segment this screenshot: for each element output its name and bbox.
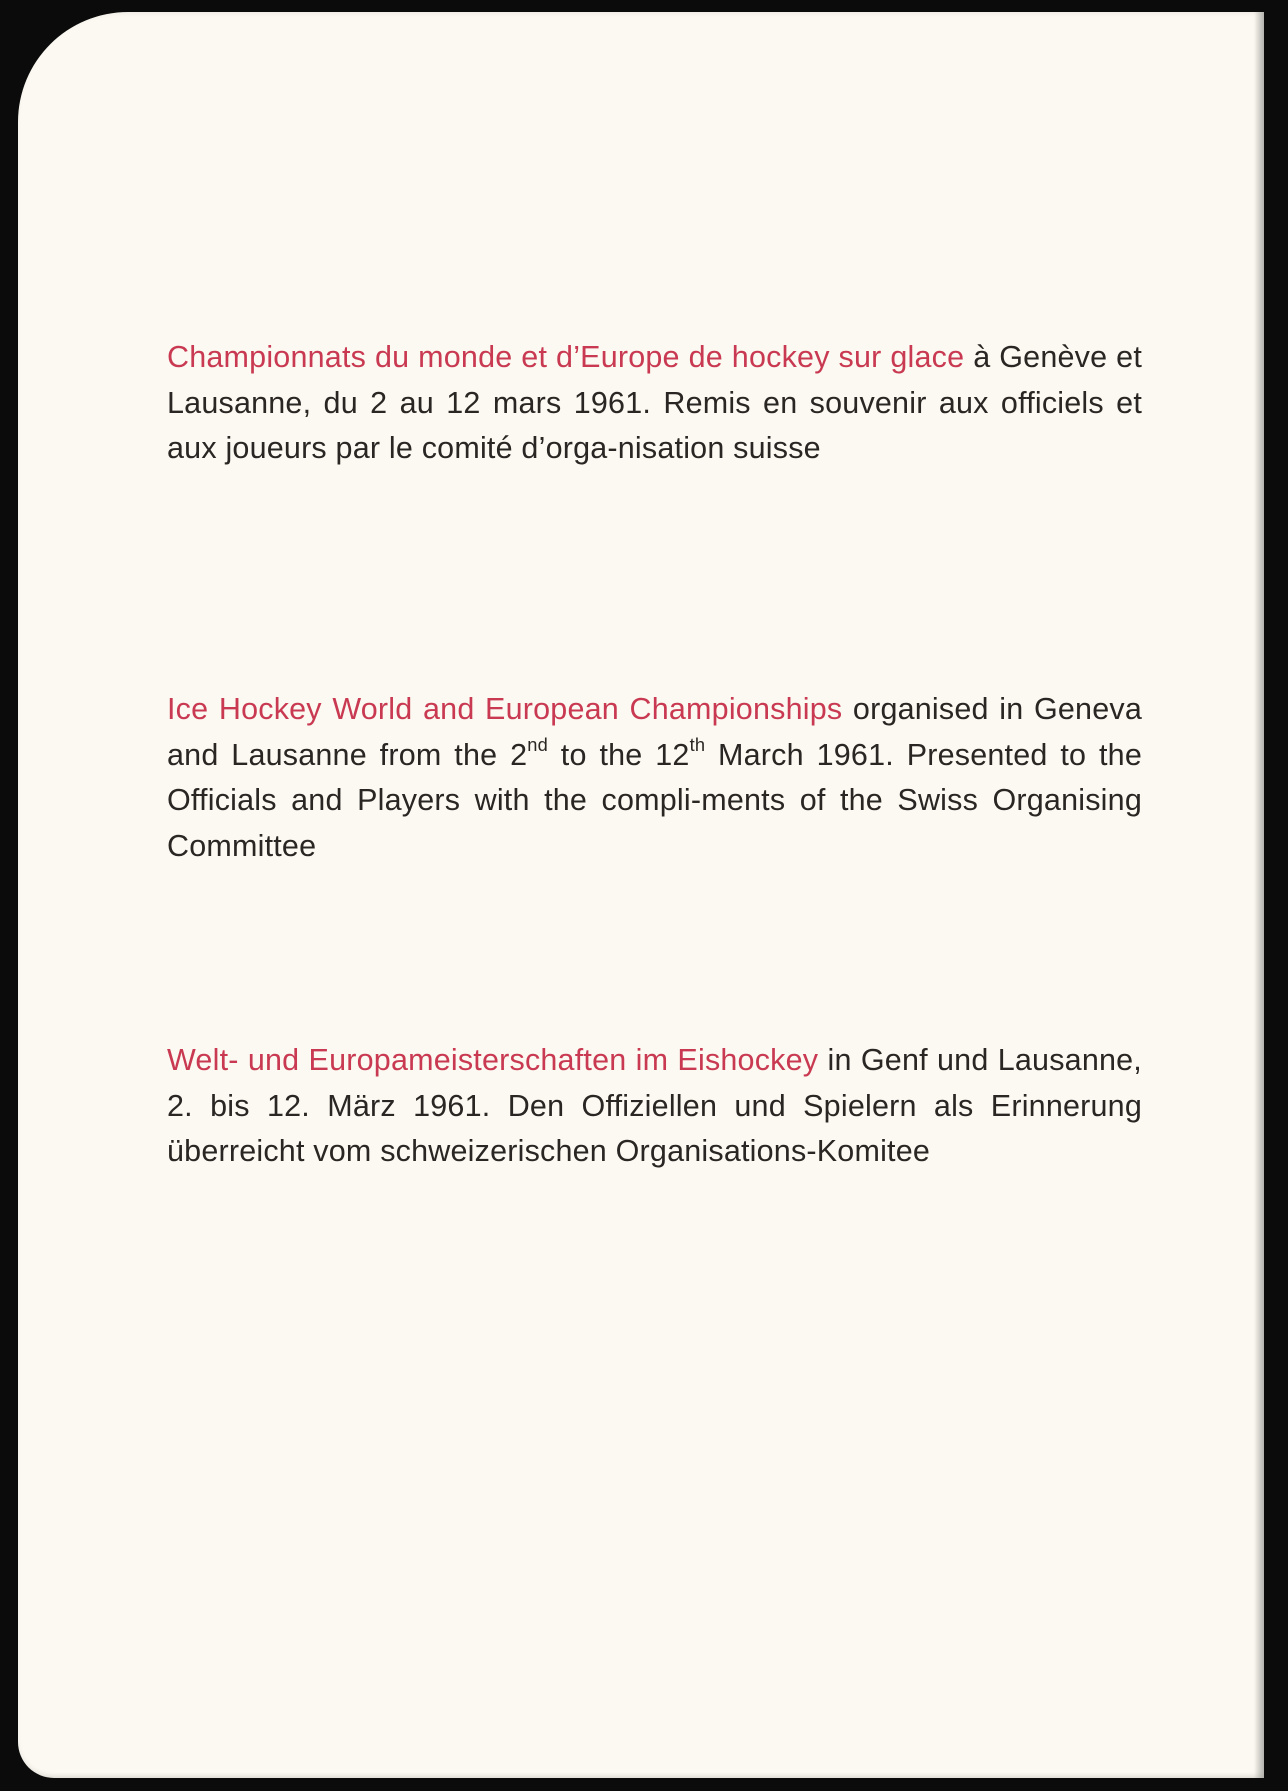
document-page: [18, 12, 1264, 1778]
french-paragraph: [167, 335, 1142, 472]
english-body-part2: to the 12: [548, 737, 690, 772]
german-title: Welt- und Europameisterschaften im Eishockey: [167, 1043, 819, 1077]
french-body: à Genève et Lausanne, du 2 au 12 mars 1961. Remis en souvenir aux officiels et aux joueurs par le comité d’orga-nisation suisse: [167, 340, 1142, 465]
french-title: Championnats du monde et d’Europe de hockey sur glace: [167, 340, 965, 374]
english-body-part1: organised in Geneva and Lausanne from the 2: [167, 692, 1142, 772]
german-body: in Genf und Lausanne, 2. bis 12. März 1961. Den Offiziellen und Spielern als Erinnerung überreicht vom schweizerischen Organisations-Komitee: [167, 1043, 1142, 1168]
english-superscript-th: th: [689, 734, 706, 756]
english-superscript-nd: nd: [527, 734, 548, 756]
english-body-part3: March 1961. Presented to the Officials and Players with the compli-ments of the Swiss Organising Committee: [167, 737, 1142, 863]
english-title: Ice Hockey World and European Championships: [167, 692, 843, 726]
english-paragraph: [167, 687, 1142, 869]
german-paragraph: [167, 1038, 1142, 1175]
